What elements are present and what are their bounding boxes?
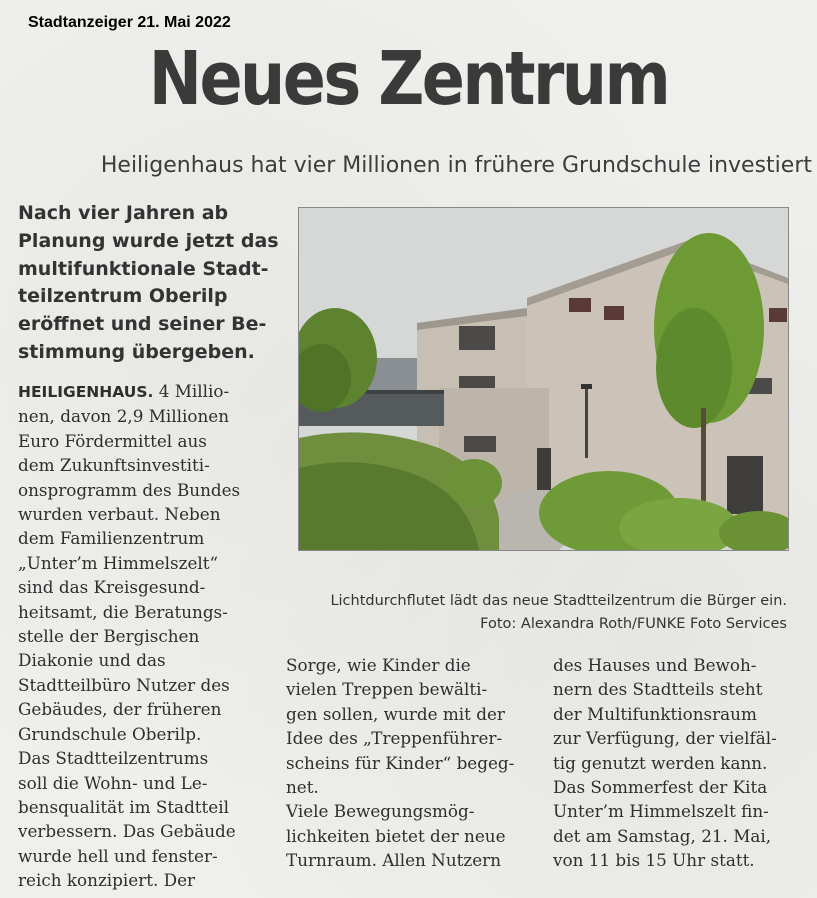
body-line: net.	[286, 777, 319, 798]
body-line: verbessern. Das Gebäude	[18, 821, 236, 842]
body-line: lichkeiten bietet der neue	[286, 825, 506, 846]
body-line: onsprogramm des Bundes	[18, 479, 241, 500]
lead-line: teilzentrum Oberilp	[18, 285, 228, 308]
caption-text: Lichtdurchflutet lädt das neue Stadtteilzentrum die Bürger ein.	[330, 593, 787, 609]
headline: Neues Zentrum	[148, 36, 669, 122]
body-line: Viele Bewegungsmög-	[286, 801, 475, 822]
body-line: heitsamt, die Beratungs-	[18, 601, 228, 622]
body-line: stelle der Bergischen	[18, 626, 200, 647]
body-line: der Multifunktionsraum	[553, 703, 757, 724]
body-line: soll die Wohn- und Le-	[18, 772, 208, 793]
lead-paragraph	[18, 200, 288, 367]
body-line-text: 4 Millio-	[153, 381, 230, 401]
body-line: tig genutzt werden kann.	[553, 752, 768, 773]
lead-line: multifunktionale Stadt-	[18, 257, 269, 280]
body-line: sind das Kreisgesund-	[18, 577, 206, 598]
body-line: Diakonie und das	[18, 650, 166, 671]
body-line: Das Stadtteilzentrums	[18, 748, 209, 769]
body-column-1	[18, 379, 240, 893]
dateline: HEILIGENHAUS.	[18, 383, 154, 401]
body-line: scheins für Kinder“ begeg-	[286, 752, 515, 773]
lead-line: Planung wurde jetzt das	[18, 229, 279, 252]
body-line: Unter’m Himmelszelt fin-	[553, 801, 769, 822]
body-line: dem Zukunftsinvestiti-	[18, 455, 210, 476]
body-line: zur Verfügung, der vielfäl-	[553, 728, 777, 749]
body-line: Euro Fördermittel aus	[18, 430, 207, 451]
building-photo	[298, 207, 789, 551]
body-line: nen, davon 2,9 Millionen	[18, 406, 230, 427]
body-line	[18, 379, 240, 404]
body-line: vielen Treppen bewälti-	[286, 679, 488, 700]
body-line: Grundschule Oberilp.	[18, 723, 202, 744]
body-line: Idee des „Treppenführer-	[286, 728, 503, 749]
body-line: des Hauses und Bewoh-	[553, 655, 757, 675]
building-photo-illustration	[299, 208, 788, 550]
body-line: det am Samstag, 21. Mai,	[553, 825, 772, 846]
body-line: gen sollen, wurde mit der	[286, 703, 505, 724]
body-column-2	[286, 653, 514, 873]
photo-caption	[330, 590, 787, 636]
body-line: „Unter’m Himmelszelt“	[18, 552, 219, 573]
body-line: Stadtteilbüro Nutzer des	[18, 674, 230, 695]
subheadline: Heiligenhaus hat vier Millionen in frühere Grundschule investiert	[100, 153, 812, 178]
source-line: Stadtanzeiger 21. Mai 2022	[28, 14, 231, 31]
body-line: reich konzipiert. Der	[18, 870, 196, 891]
lead-line: eröffnet und seiner Be-	[18, 313, 267, 336]
body-line: Sorge, wie Kinder die	[286, 655, 471, 675]
body-line: dem Familienzentrum	[18, 528, 205, 549]
body-column-3	[553, 653, 777, 873]
body-line: bensqualität im Stadtteil	[18, 796, 229, 817]
body-line: von 11 bis 15 Uhr statt.	[553, 850, 755, 871]
photo-credit: Foto: Alexandra Roth/FUNKE Foto Services	[480, 616, 787, 632]
body-line: wurden verbaut. Neben	[18, 504, 221, 525]
body-line: Turnraum. Allen Nutzern	[286, 850, 502, 871]
lead-line: Nach vier Jahren ab	[18, 202, 229, 224]
body-line: Gebäudes, der früheren	[18, 699, 222, 720]
lead-line: stimmung übergeben.	[18, 340, 255, 363]
body-line: nern des Stadtteils steht	[553, 679, 763, 700]
body-line: wurde hell und fenster-	[18, 845, 218, 866]
body-line: Das Sommerfest der Kita	[553, 777, 768, 798]
